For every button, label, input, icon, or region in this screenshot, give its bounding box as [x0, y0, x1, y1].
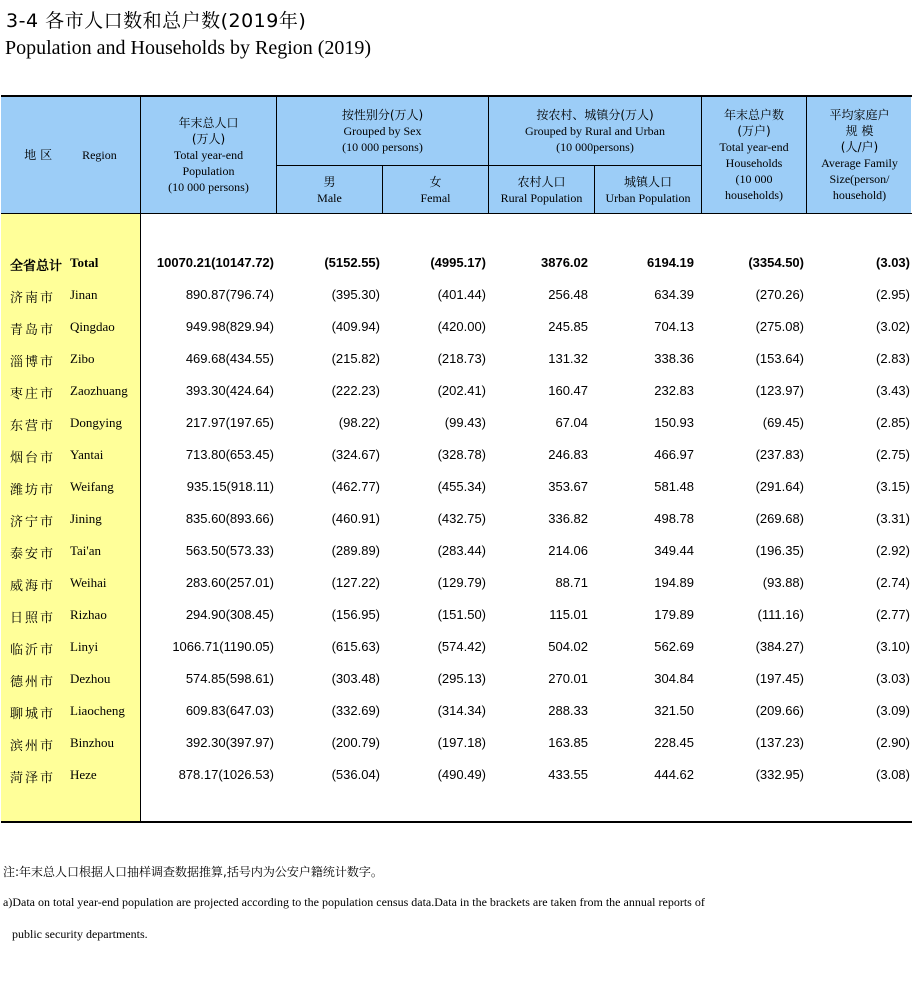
cell-rural: 214.06: [548, 543, 588, 558]
cell-size: (2.75): [876, 447, 910, 462]
cell-households: (291.64): [755, 479, 804, 494]
table-row: [0, 375, 913, 407]
table-row: [0, 695, 913, 727]
cell-rural: 163.85: [548, 735, 588, 750]
cell-male: (409.94): [331, 319, 380, 334]
header-by-area-unit: (10 000persons): [556, 139, 634, 154]
row-region-en: Total: [70, 255, 99, 270]
header-region-en: Region: [82, 148, 117, 162]
cell-urban: 232.83: [654, 383, 694, 398]
header-male: [277, 166, 382, 213]
note-en-line2: public security departments.: [12, 927, 148, 941]
cell-female: (295.13): [437, 671, 486, 686]
table-bottom-border: [1, 821, 912, 823]
table-title-en: Population and Households by Region (2019): [5, 37, 372, 59]
cell-female: (455.34): [437, 479, 486, 494]
cell-total: 563.50(573.33): [185, 543, 274, 558]
cell-total: 878.17(1026.53): [178, 767, 274, 782]
cell-urban: 466.97: [654, 447, 694, 462]
row-region-cn: 潍坊市: [10, 483, 56, 498]
header-households: [702, 96, 806, 214]
cell-total: 574.85(598.61): [185, 671, 274, 686]
header-region-cn: 地 区: [24, 148, 53, 162]
cell-total: 393.30(424.64): [185, 383, 274, 398]
row-region-cn: 枣庄市: [10, 387, 56, 402]
cell-size: (2.90): [876, 735, 910, 750]
cell-households: (209.66): [755, 703, 804, 718]
cell-total: 469.68(434.55): [185, 351, 274, 366]
cell-female: (99.43): [444, 415, 486, 430]
cell-female: (4995.17): [430, 255, 486, 270]
row-region-cn: 青岛市: [10, 323, 56, 338]
cell-urban: 304.84: [654, 671, 694, 686]
cell-female: (420.00): [437, 319, 486, 334]
cell-households: (3354.50): [748, 255, 804, 270]
cell-male: (615.63): [331, 639, 380, 654]
cell-female: (218.73): [437, 351, 486, 366]
cell-rural: 288.33: [548, 703, 588, 718]
cell-total: 713.80(653.45): [185, 447, 274, 462]
header-by-sex-en: Grouped by Sex: [343, 123, 422, 138]
row-region-en: Qingdao: [70, 319, 115, 334]
cell-households: (332.95): [755, 767, 804, 782]
cell-rural: 336.82: [548, 511, 588, 526]
table-row: [0, 439, 913, 471]
header-rural-en: Rural Population: [500, 190, 583, 205]
cell-rural: 504.02: [548, 639, 588, 654]
cell-female: (151.50): [437, 607, 486, 622]
cell-male: (332.69): [331, 703, 380, 718]
row-region-cn: 泰安市: [10, 547, 56, 562]
cell-size: (2.77): [876, 607, 910, 622]
cell-size: (2.85): [876, 415, 910, 430]
table-title-cn: 3-4 各市人口数和总户数(2019年): [6, 10, 307, 32]
header-urban-cn: 城镇人口: [623, 174, 672, 189]
cell-rural: 131.32: [548, 351, 588, 366]
header-households-en1: Total year-end: [719, 140, 789, 154]
cell-rural: 67.04: [555, 415, 588, 430]
header-family-size-cn2: 规 模: [845, 124, 874, 138]
cell-households: (196.35): [755, 543, 804, 558]
header-total-pop-en2: Population: [182, 164, 235, 178]
cell-urban: 179.89: [654, 607, 694, 622]
row-region-en: Linyi: [70, 639, 99, 654]
row-region-en: Rizhao: [70, 607, 107, 622]
row-region-cn: 东营市: [10, 419, 56, 434]
cell-total: 10070.21(10147.72): [156, 255, 274, 270]
header-rural-cn: 农村人口: [517, 174, 566, 189]
row-region-en: Dongying: [70, 415, 122, 430]
cell-female: (129.79): [437, 575, 486, 590]
header-total-pop-unit-cn: (万人): [191, 132, 226, 146]
header-households-unit-cn: (万户): [737, 124, 771, 138]
cell-urban: 150.93: [654, 415, 694, 430]
cell-urban: 444.62: [654, 767, 694, 782]
cell-rural: 88.71: [555, 575, 588, 590]
table-row: [0, 567, 913, 599]
row-region-en: Yantai: [70, 447, 104, 462]
header-family-size-en1: Average Family: [821, 156, 898, 170]
cell-male: (460.91): [331, 511, 380, 526]
cell-size: (3.09): [876, 703, 910, 718]
header-family-size-cn: 平均家庭户: [829, 108, 890, 122]
row-region-cn: 威海市: [10, 579, 56, 594]
row-region-en: Weifang: [70, 479, 114, 494]
table-row: [0, 599, 913, 631]
cell-female: (202.41): [437, 383, 486, 398]
row-region-en: Dezhou: [70, 671, 111, 686]
cell-male: (289.89): [331, 543, 380, 558]
cell-male: (222.23): [331, 383, 380, 398]
header-by-area-en: Grouped by Rural and Urban: [525, 123, 665, 138]
cell-total: 217.97(197.65): [185, 415, 274, 430]
header-male-cn: 男: [323, 174, 336, 189]
cell-total: 609.83(647.03): [185, 703, 274, 718]
row-region-en: Tai'an: [70, 543, 102, 558]
cell-households: (237.83): [755, 447, 804, 462]
header-by-sex: [277, 96, 488, 165]
cell-rural: 270.01: [548, 671, 588, 686]
cell-households: (153.64): [755, 351, 804, 366]
header-by-sex-unit: (10 000 persons): [342, 139, 423, 154]
cell-urban: 6194.19: [647, 255, 694, 270]
header-female-cn: 女: [429, 174, 442, 189]
header-family-size-unit-cn: (人/户): [840, 140, 879, 154]
cell-households: (69.45): [762, 415, 804, 430]
header-by-sex-cn: 按性别分(万人): [341, 107, 424, 122]
cell-female: (432.75): [437, 511, 486, 526]
header-female-en: Femal: [420, 190, 451, 205]
cell-urban: 581.48: [654, 479, 694, 494]
cell-total: 392.30(397.97): [185, 735, 274, 750]
row-region-en: Zibo: [70, 351, 95, 366]
cell-male: (5152.55): [324, 255, 380, 270]
cell-size: (2.74): [876, 575, 910, 590]
cell-female: (197.18): [437, 735, 486, 750]
header-total-pop-en1: Total year-end: [173, 148, 244, 162]
row-region-en: Jining: [70, 511, 102, 526]
cell-female: (401.44): [437, 287, 486, 302]
header-households-unit-en2: households): [725, 188, 783, 202]
row-region-en: Heze: [70, 767, 97, 782]
cell-urban: 228.45: [654, 735, 694, 750]
cell-male: (324.67): [331, 447, 380, 462]
header-female: [383, 166, 488, 213]
cell-male: (395.30): [331, 287, 380, 302]
row-region-cn: 临沂市: [10, 643, 56, 658]
table-row: [0, 663, 913, 695]
row-region-cn: 日照市: [10, 611, 56, 626]
header-rural: [489, 166, 594, 213]
cell-male: (156.95): [331, 607, 380, 622]
table-row: [0, 343, 913, 375]
row-region-cn: 全省总计: [10, 259, 63, 274]
cell-households: (269.68): [755, 511, 804, 526]
table-row: [0, 471, 913, 503]
cell-rural: 256.48: [548, 287, 588, 302]
header-family-size: [807, 96, 912, 214]
header-total-pop-unit-en: (10 000 persons): [168, 180, 249, 194]
header-total-pop-cn: 年末总人口: [178, 116, 239, 130]
cell-size: (3.15): [876, 479, 910, 494]
row-region-cn: 菏泽市: [10, 771, 56, 786]
cell-households: (270.26): [755, 287, 804, 302]
cell-total: 1066.71(1190.05): [172, 639, 274, 654]
cell-size: (3.03): [876, 255, 910, 270]
cell-size: (3.02): [876, 319, 910, 334]
row-region-en: Weihai: [70, 575, 107, 590]
cell-size: (3.31): [876, 511, 910, 526]
cell-size: (3.10): [876, 639, 910, 654]
header-by-area-cn: 按农村、城镇分(万人): [536, 107, 654, 122]
row-region-cn: 聊城市: [10, 707, 56, 722]
cell-male: (215.82): [331, 351, 380, 366]
cell-urban: 704.13: [654, 319, 694, 334]
cell-rural: 115.01: [549, 607, 588, 622]
row-region-cn: 德州市: [10, 675, 56, 690]
cell-households: (197.45): [755, 671, 804, 686]
cell-female: (490.49): [437, 767, 486, 782]
cell-households: (275.08): [755, 319, 804, 334]
cell-urban: 634.39: [654, 287, 694, 302]
cell-rural: 353.67: [548, 479, 588, 494]
header-households-unit-en1: (10 000: [735, 172, 773, 186]
row-region-en: Jinan: [70, 287, 98, 302]
row-region-en: Zaozhuang: [70, 383, 128, 398]
cell-urban: 498.78: [654, 511, 694, 526]
cell-male: (127.22): [331, 575, 380, 590]
cell-size: (2.83): [876, 351, 910, 366]
header-households-en2: Households: [725, 156, 783, 170]
cell-male: (200.79): [331, 735, 380, 750]
cell-size: (3.08): [876, 767, 910, 782]
cell-households: (137.23): [755, 735, 804, 750]
cell-urban: 338.36: [654, 351, 694, 366]
header-urban-en: Urban Population: [605, 190, 691, 205]
table-row: [0, 727, 913, 759]
note-cn: 注:年末总人口根据人口抽样调查数据推算,括号内为公安户籍统计数字。: [3, 865, 383, 879]
cell-rural: 245.85: [548, 319, 588, 334]
table-row: [0, 631, 913, 663]
cell-households: (111.16): [757, 607, 804, 622]
cell-total: 890.87(796.74): [185, 287, 274, 302]
cell-female: (283.44): [437, 543, 486, 558]
header-region: [1, 96, 140, 214]
row-region-en: Binzhou: [70, 735, 115, 750]
cell-urban: 321.50: [654, 703, 694, 718]
cell-households: (93.88): [762, 575, 804, 590]
cell-male: (303.48): [331, 671, 380, 686]
cell-total: 949.98(829.94): [185, 319, 274, 334]
cell-size: (3.03): [876, 671, 910, 686]
header-family-size-en2: Size(person/: [829, 172, 890, 186]
cell-rural: 3876.02: [541, 255, 588, 270]
cell-total: 835.60(893.66): [185, 511, 274, 526]
table-row: [0, 407, 913, 439]
header-total-population: [141, 96, 276, 214]
cell-male: (98.22): [338, 415, 380, 430]
table-row: [0, 279, 913, 311]
cell-size: (2.92): [876, 543, 910, 558]
cell-female: (314.34): [437, 703, 486, 718]
table-row: [0, 311, 913, 343]
cell-male: (536.04): [331, 767, 380, 782]
cell-total: 283.60(257.01): [185, 575, 274, 590]
table-row: [0, 503, 913, 535]
cell-female: (574.42): [437, 639, 486, 654]
table-row: [0, 759, 913, 791]
cell-size: (3.43): [876, 383, 910, 398]
cell-households: (123.97): [755, 383, 804, 398]
cell-total: 294.90(308.45): [185, 607, 274, 622]
header-urban: [595, 166, 701, 213]
header-by-area: [489, 96, 701, 165]
header-households-cn: 年末总户数: [723, 108, 784, 122]
table-row: [0, 535, 913, 567]
row-region-cn: 淄博市: [10, 355, 56, 370]
cell-rural: 433.55: [548, 767, 588, 782]
table-row: [0, 247, 913, 279]
row-region-en: Liaocheng: [70, 703, 125, 718]
note-en-line1: a)Data on total year-end population are projected according to the population census data.Data in the brackets are taken from the annual reports of: [3, 895, 705, 909]
row-region-cn: 济宁市: [10, 515, 56, 530]
cell-size: (2.95): [876, 287, 910, 302]
header-family-size-en3: household): [832, 188, 887, 202]
cell-total: 935.15(918.11): [186, 479, 274, 494]
row-region-cn: 烟台市: [10, 451, 56, 466]
cell-households: (384.27): [755, 639, 804, 654]
header-male-en: Male: [317, 190, 342, 205]
cell-urban: 194.89: [654, 575, 694, 590]
cell-female: (328.78): [437, 447, 486, 462]
row-region-cn: 滨州市: [10, 739, 56, 754]
cell-urban: 562.69: [654, 639, 694, 654]
cell-male: (462.77): [331, 479, 380, 494]
cell-rural: 246.83: [548, 447, 588, 462]
cell-urban: 349.44: [654, 543, 694, 558]
row-region-cn: 济南市: [10, 291, 56, 306]
cell-rural: 160.47: [548, 383, 588, 398]
